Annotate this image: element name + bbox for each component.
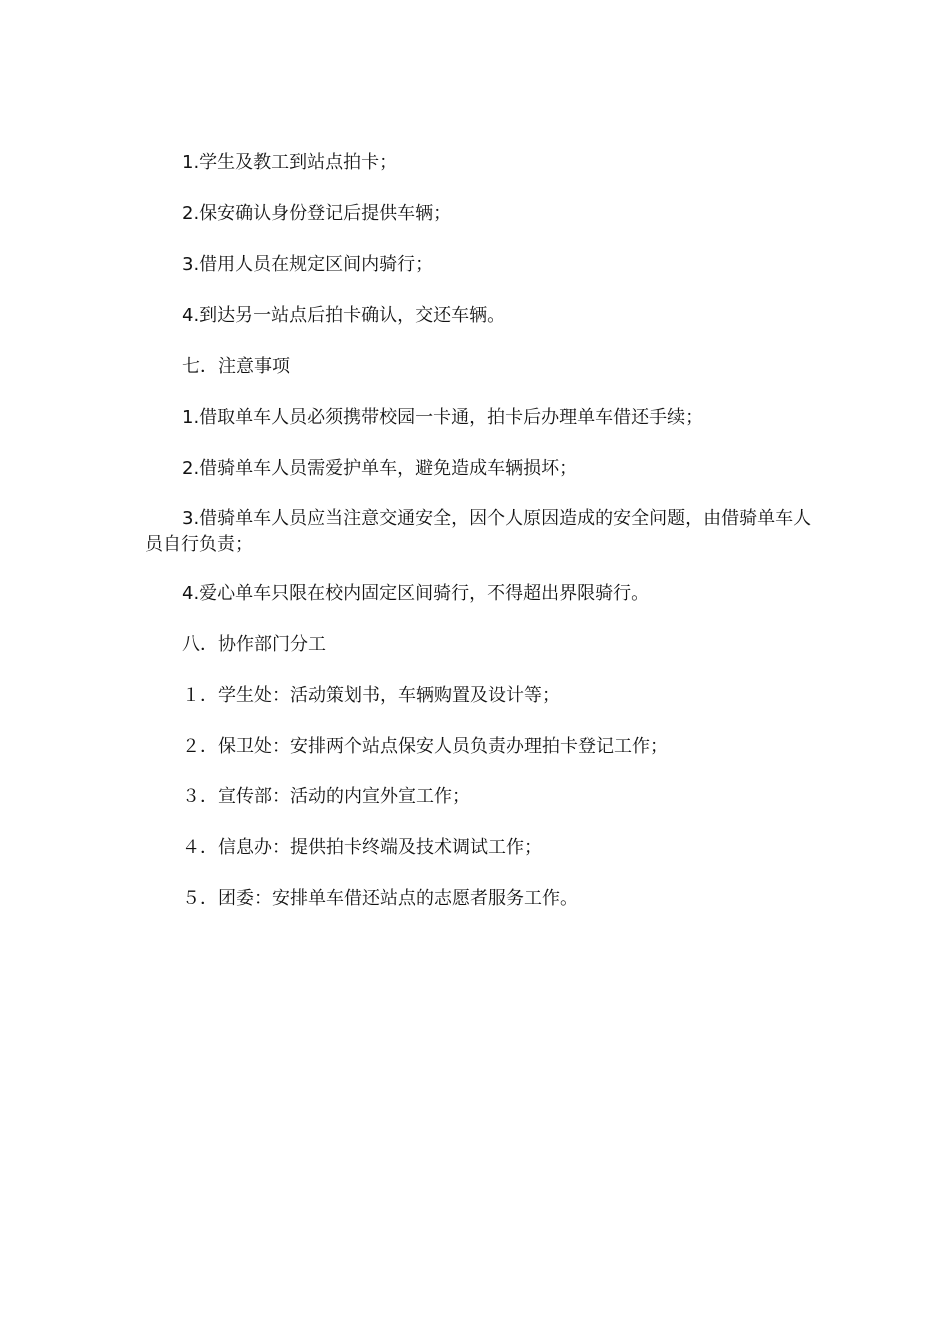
- section-7-heading: 七．注意事项: [182, 356, 290, 377]
- section-8-heading: 八．协作部门分工: [182, 634, 326, 655]
- step-2-paragraph: 2.保安确认身份登记后提供车辆；: [182, 203, 452, 224]
- division-5-paragraph: ５．团委：安排单车借还站点的志愿者服务工作。: [182, 888, 578, 909]
- division-3-paragraph: ３．宣传部：活动的内宣外宣工作；: [182, 786, 470, 807]
- step-4-paragraph: 4.到达另一站点后拍卡确认，交还车辆。: [182, 305, 506, 326]
- step-1-paragraph: 1.学生及教工到站点拍卡；: [182, 152, 398, 173]
- division-1-paragraph: １．学生处：活动策划书，车辆购置及设计等；: [182, 685, 560, 706]
- notice-1-paragraph: 1.借取单车人员必须携带校园一卡通，拍卡后办理单车借还手续；: [182, 407, 704, 428]
- step-3-paragraph: 3.借用人员在规定区间内骑行；: [182, 254, 434, 275]
- notice-2-paragraph: 2.借骑单车人员需爱护单车，避免造成车辆损坏；: [182, 458, 578, 479]
- division-4-paragraph: ４．信息办：提供拍卡终端及技术调试工作；: [182, 837, 542, 858]
- division-2-paragraph: ２．保卫处：安排两个站点保安人员负责办理拍卡登记工作；: [182, 736, 668, 757]
- notice-4-paragraph: 4.爱心单车只限在校内固定区间骑行，不得超出界限骑行。: [182, 583, 650, 604]
- notice-3-paragraph: 3.借骑单车人员应当注意交通安全，因个人原因造成的安全问题，由借骑单车人员自行负责；: [145, 508, 812, 555]
